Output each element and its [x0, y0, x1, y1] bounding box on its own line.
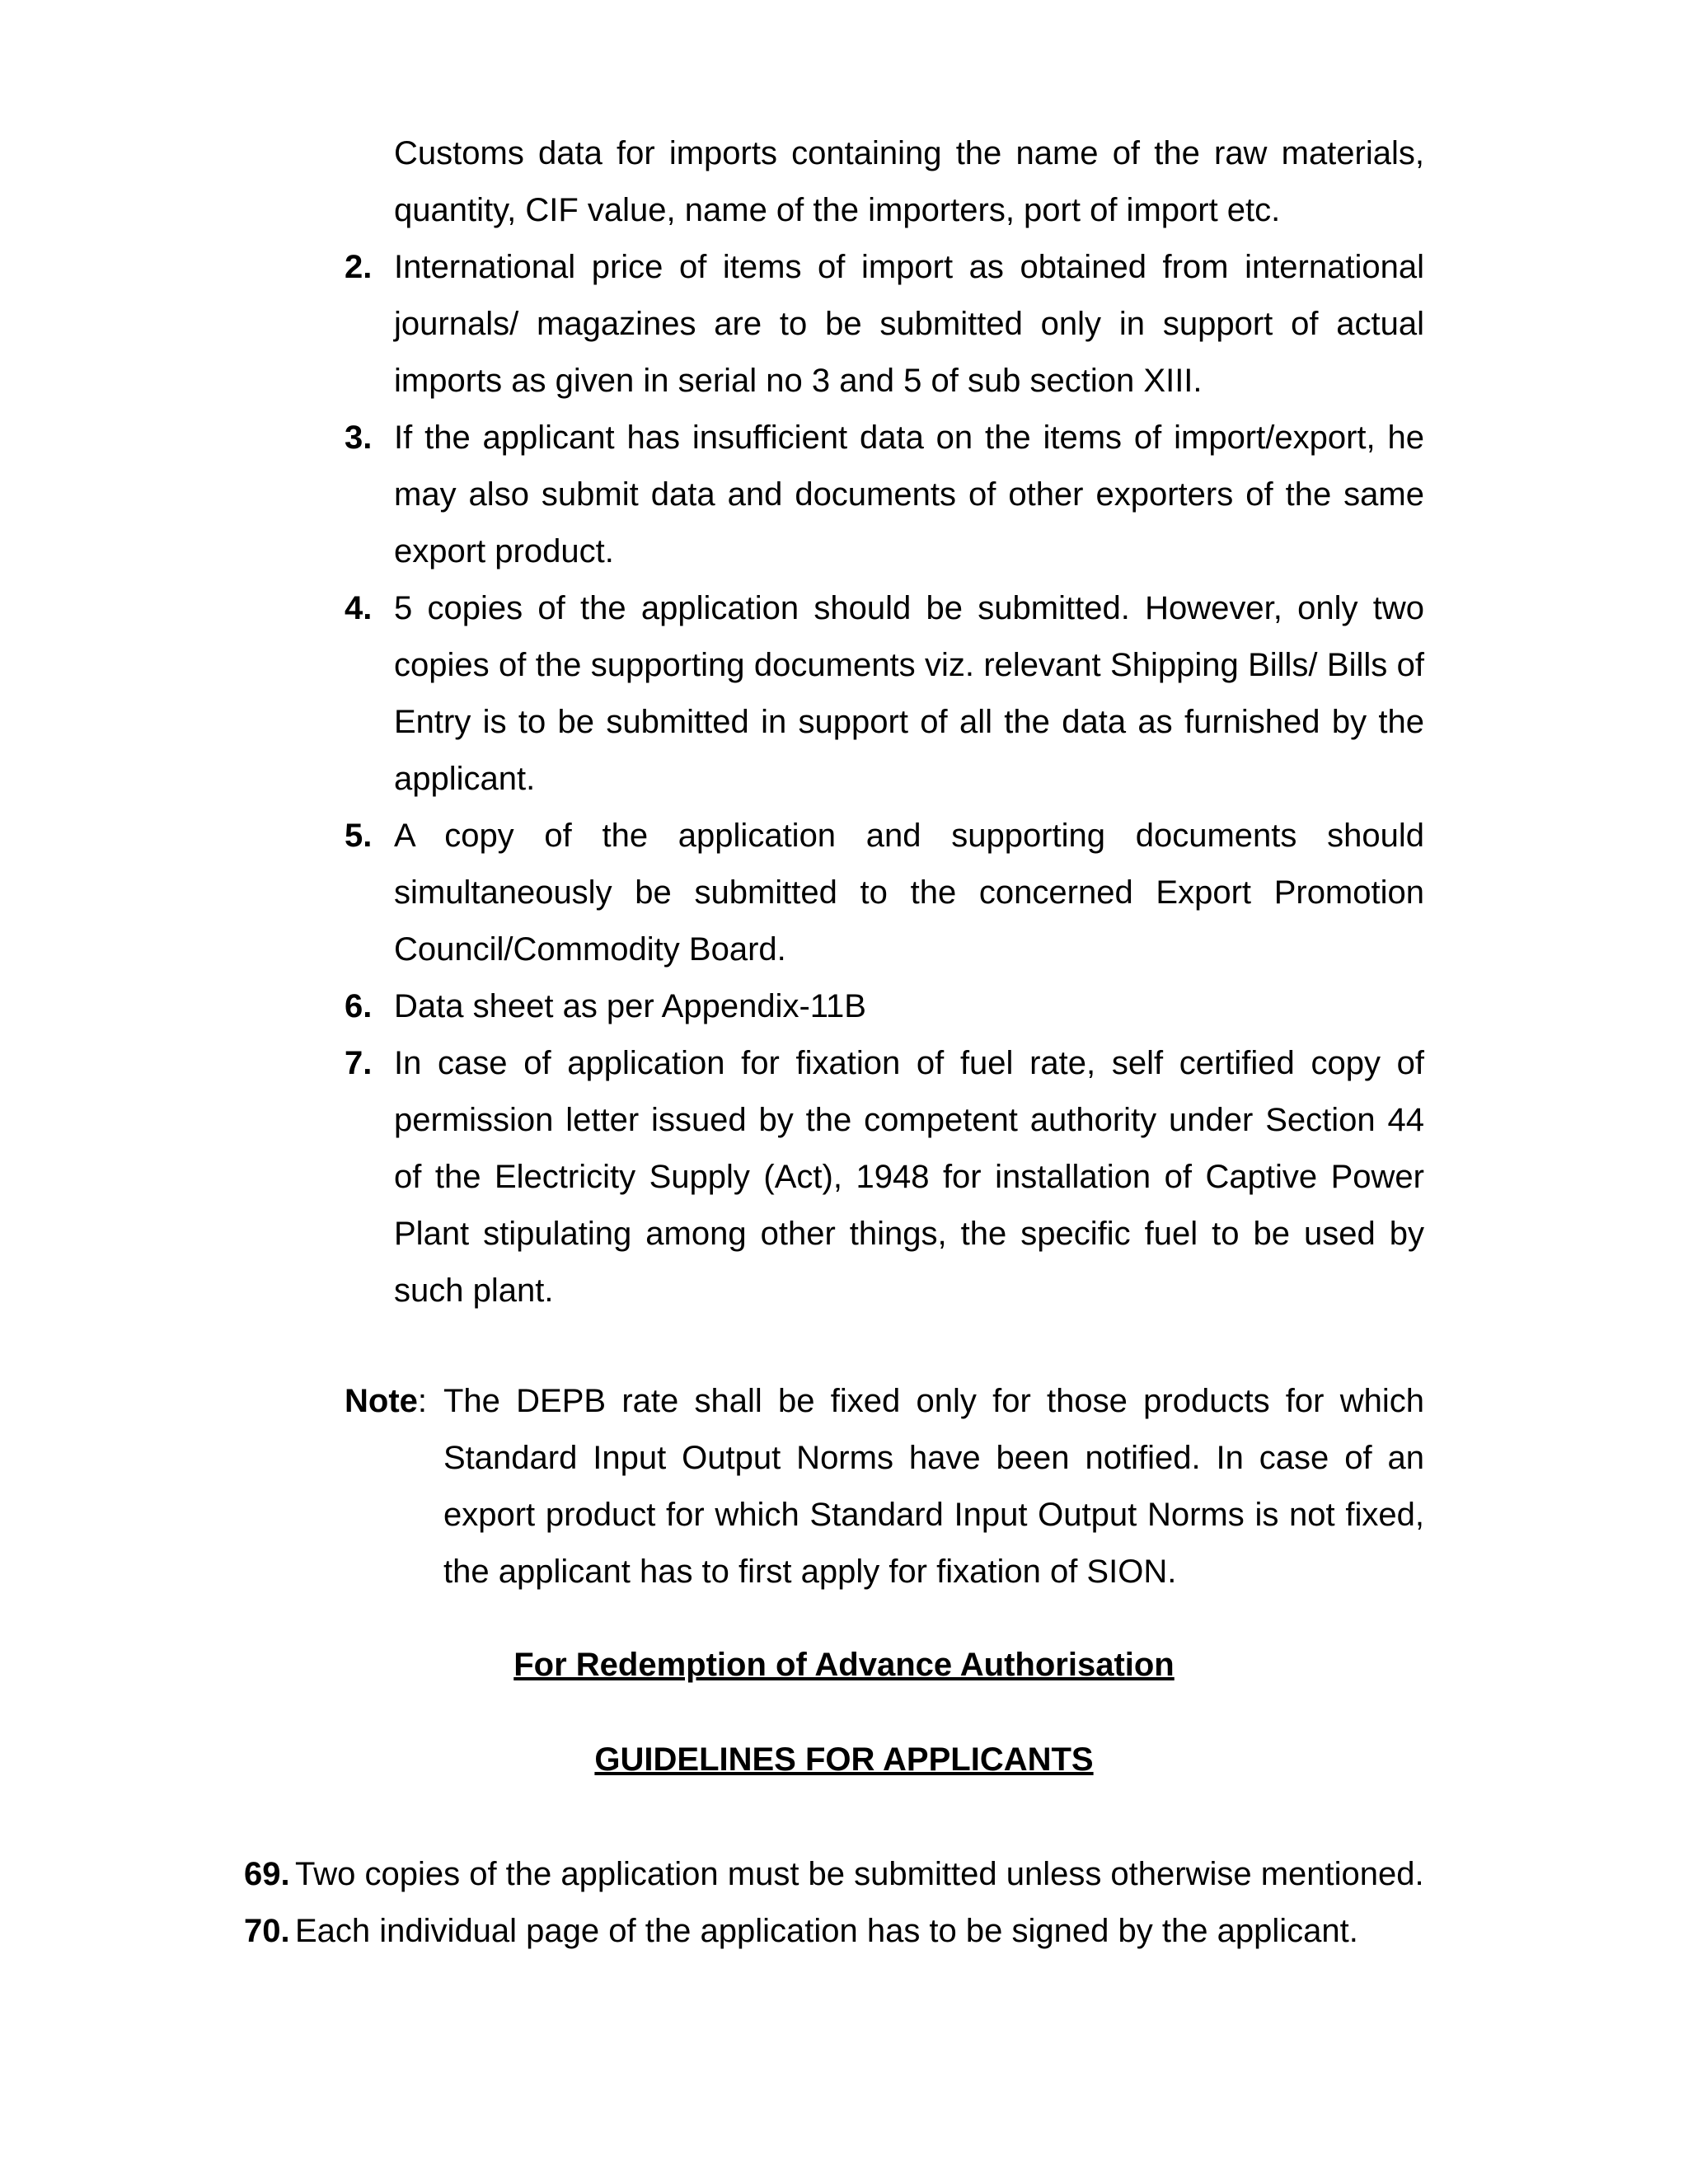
list-item: [244, 1846, 1439, 1903]
list-item-text: A copy of the application and supporting documents should simultaneously be submitted to the concerned Export Promotion Council/Commodity Board.: [394, 818, 1424, 968]
list-item: [345, 1035, 1424, 1319]
section-heading-redemption: For Redemption of Advance Authorisation: [513, 1647, 1175, 1683]
list-item-number: 6.: [345, 988, 373, 1024]
note-paragraph: [345, 1373, 1424, 1601]
continuation-paragraph: Customs data for imports containing the name of the raw materials, quantity, CIF value, name of the importers, port of import etc.: [394, 135, 1424, 228]
list-item: [345, 580, 1424, 808]
list-item: [345, 239, 1424, 410]
list-item-text: Each individual page of the application has to be signed by the applicant.: [295, 1913, 1358, 1949]
section-heading-guidelines: GUIDELINES FOR APPLICANTS: [594, 1741, 1094, 1778]
list-item-number: 5.: [345, 818, 373, 854]
list-item-number: 70.: [244, 1913, 290, 1949]
list-item-number: 3.: [345, 419, 373, 456]
list-item: [345, 808, 1424, 978]
list-item: [345, 978, 1424, 1035]
list-item-number: 69.: [244, 1856, 290, 1892]
list-item-text: Two copies of the application must be submitted unless otherwise mentioned.: [295, 1856, 1424, 1892]
list-item-text: Data sheet as per Appendix-11B: [394, 988, 866, 1024]
list-item-number: 7.: [345, 1045, 373, 1081]
list-item: [345, 410, 1424, 580]
note-text: The DEPB rate shall be fixed only for those products for which Standard Input Output Norms have been notified. In case of an export product for which Standard Input Output Norms is not fixed, the applicant has to first apply for fixation of SION.: [443, 1383, 1424, 1590]
list-item-text: 5 copies of the application should be submitted. However, only two copies of the supporting documents viz. relevant Shipping Bills/ Bills of Entry is to be submitted in support of all the data as furnished by the applicant.: [394, 590, 1424, 797]
list-item-text: If the applicant has insufficient data on the items of import/export, he may also submit data and documents of other exporters of the same export product.: [394, 419, 1424, 569]
list-item-text: In case of application for fixation of fuel rate, self certified copy of permission letter issued by the competent authority under Section 44 of the Electricity Supply (Act), 1948 for installation of Captive Power Plant stipulating among other things, the specific fuel to be used by such plant.: [394, 1045, 1424, 1309]
requirements-list: [345, 239, 1424, 1319]
list-item-text: International price of items of import as obtained from international journals/ magazines are to be submitted only in support of actual imports as given in serial no 3 and 5 of sub section XIII.: [394, 249, 1424, 399]
list-item-number: 2.: [345, 249, 373, 285]
list-item-number: 4.: [345, 590, 373, 626]
note-label: Note:: [345, 1383, 428, 1419]
list-item: [244, 1903, 1439, 1960]
guidelines-list: [244, 1846, 1439, 1960]
